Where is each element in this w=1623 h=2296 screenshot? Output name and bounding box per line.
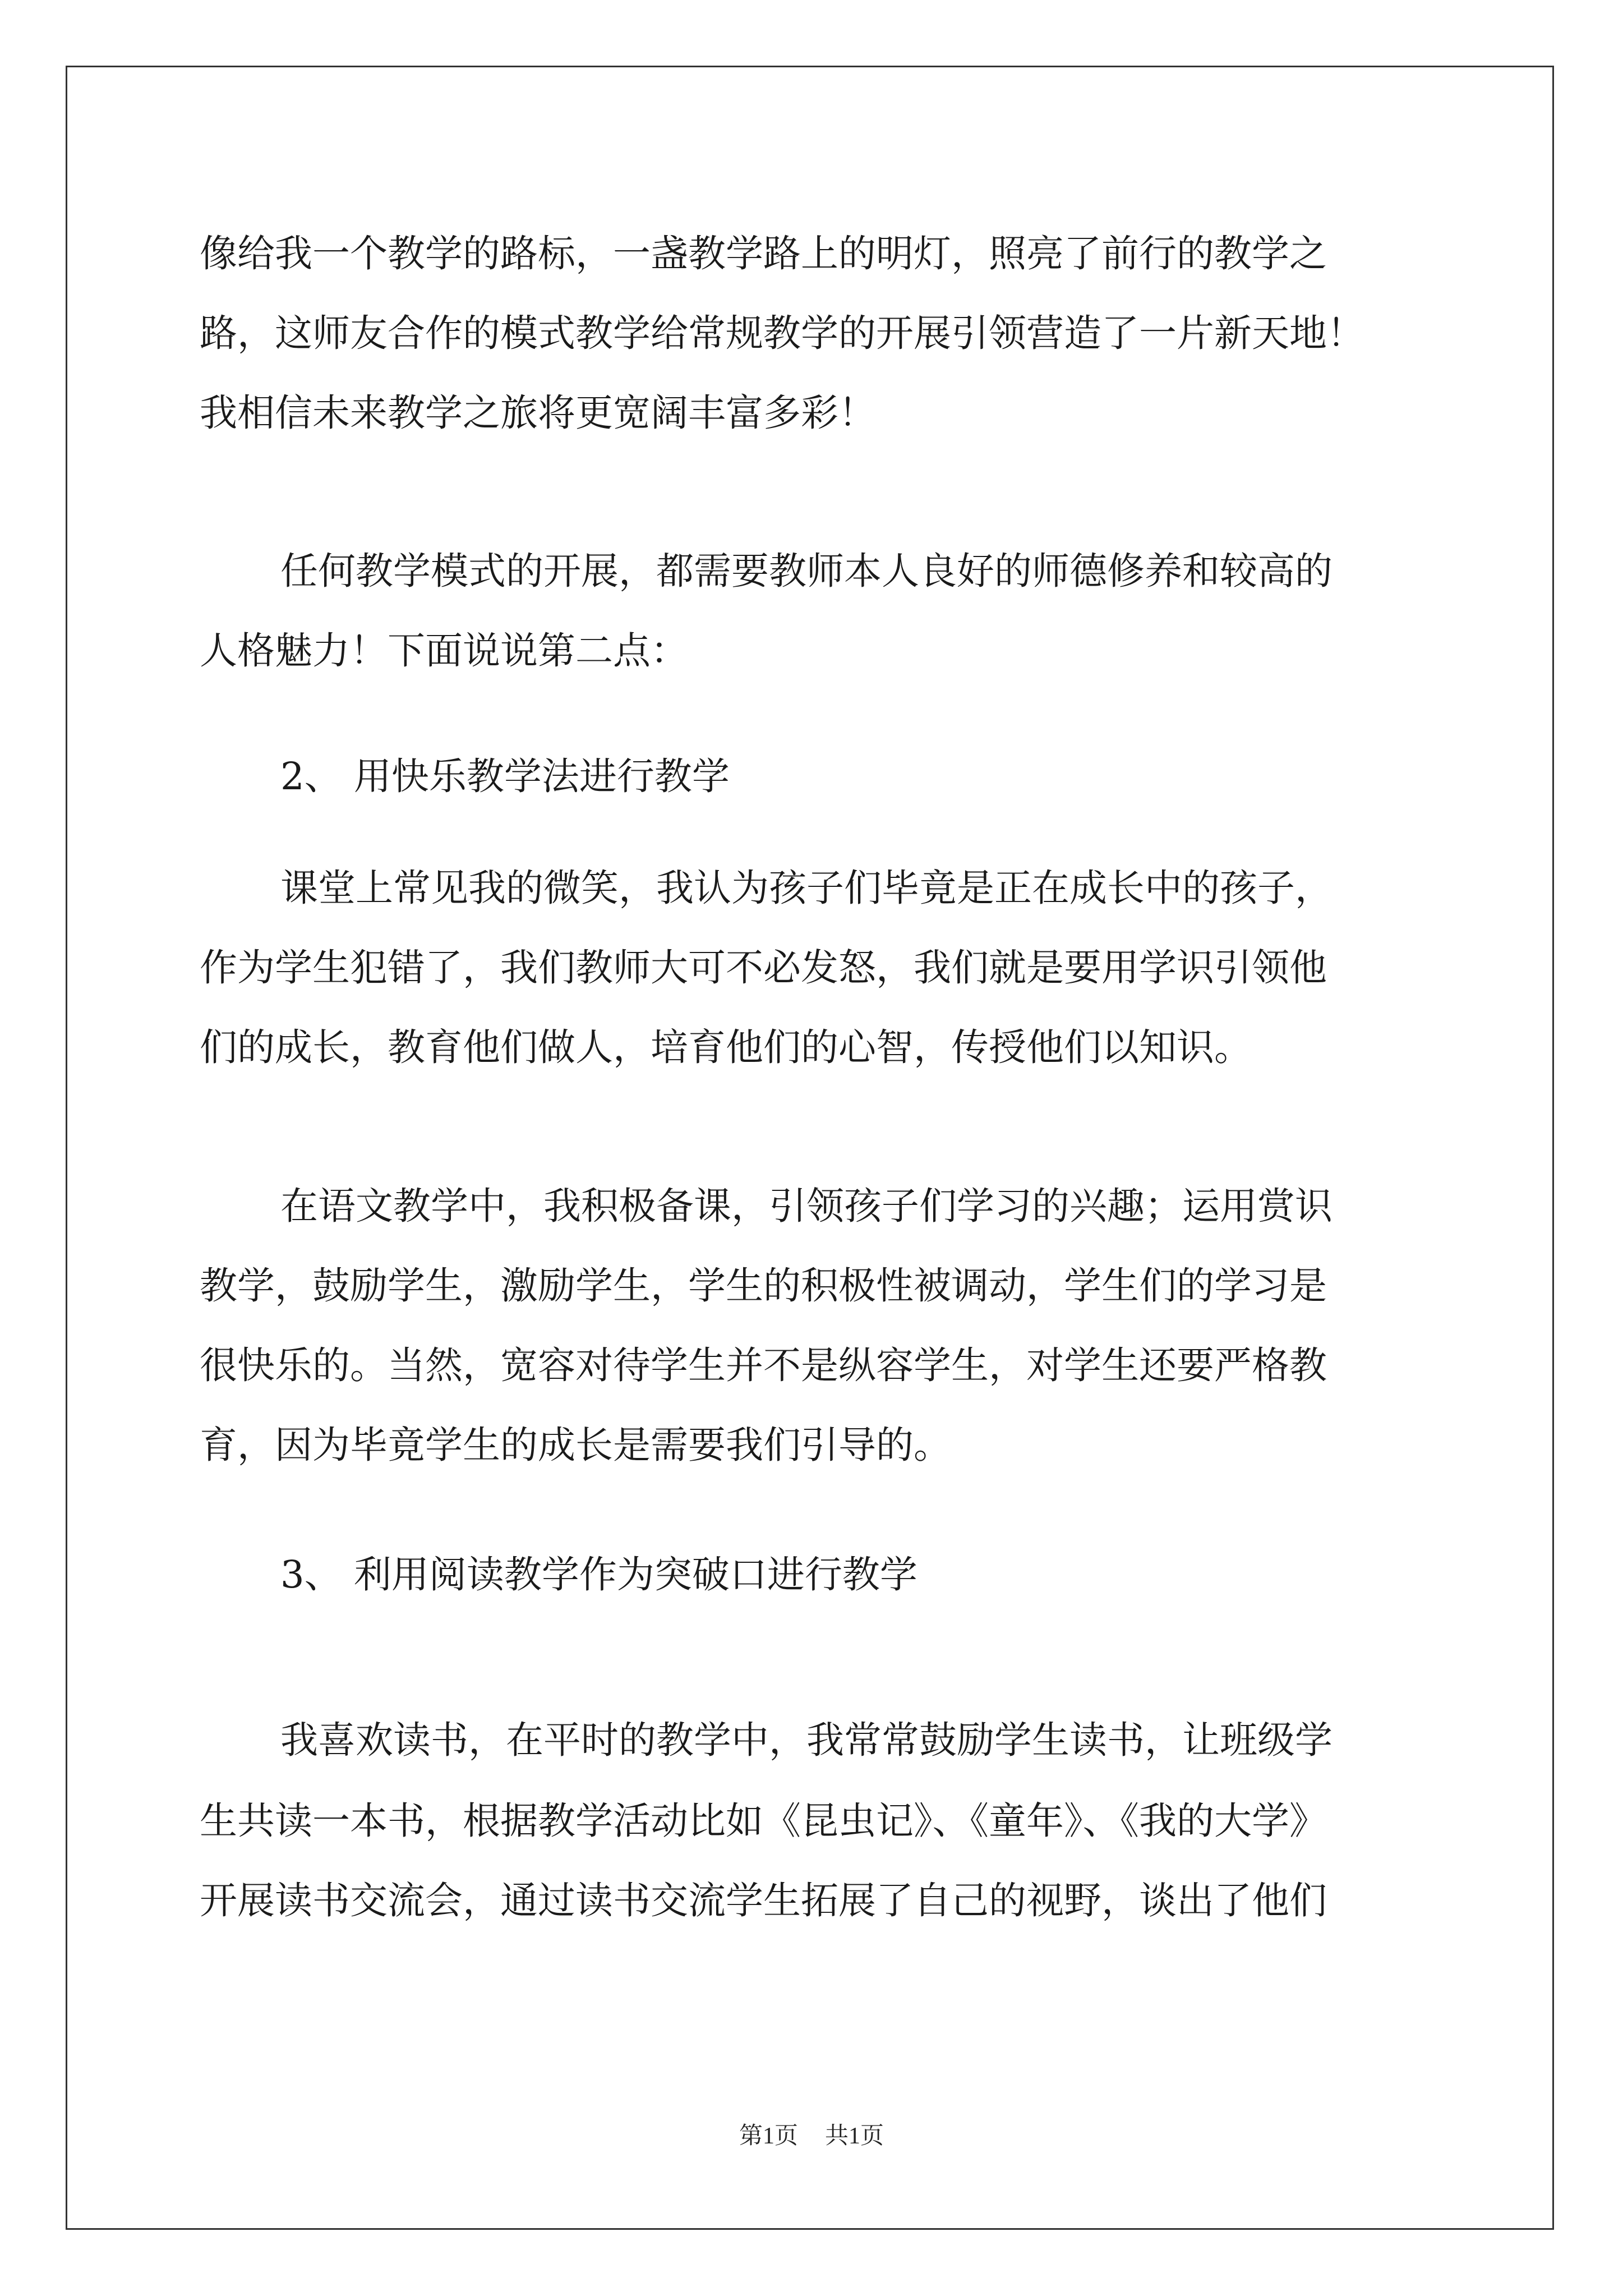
- text-line: 们的成长，教育他们做人，培育他们的心智，传授他们以知识。: [200, 1025, 1252, 1069]
- text-line: 人格魅力！下面说说第二点：: [200, 629, 688, 673]
- paragraph-start-line: 课堂上常见我的微笑，我认为孩子们毕竟是正在成长中的孩子，: [280, 866, 1332, 910]
- text-line: 路，这师友合作的模式教学给常规教学的开展引领营造了一片新天地！: [200, 311, 1364, 355]
- text-line: 像给我一个教学的路标，一盏教学路上的明灯，照亮了前行的教学之: [200, 232, 1327, 275]
- section-heading-3: 3、 利用阅读教学作为突破口进行教学: [280, 1553, 917, 1596]
- section-heading-2: 2、 用快乐教学法进行教学: [280, 754, 730, 798]
- paragraph-start-line: 在语文教学中，我积极备课，引领孩子们学习的兴趣；运用赏识: [280, 1184, 1332, 1228]
- text-line: 育，因为毕竟学生的成长是需要我们引导的。: [200, 1423, 951, 1467]
- page-total: 共1页: [825, 2123, 884, 2149]
- text-line: 很快乐的。当然，宽容对待学生并不是纵容学生，对学生还要严格教: [200, 1343, 1327, 1387]
- text-line: 开展读书交流会，通过读书交流学生拓展了自己的视野，谈出了他们: [200, 1879, 1327, 1922]
- paragraph-start-line: 任何教学模式的开展，都需要教师本人良好的师德修养和较高的: [280, 549, 1332, 593]
- text-line: 生共读一本书，根据教学活动比如《昆虫记》、《童年》、《我的大学》: [200, 1799, 1327, 1843]
- text-line: 教学，鼓励学生，激励学生，学生的积极性被调动，学生们的学习是: [200, 1264, 1327, 1308]
- page-footer: [0, 2122, 1623, 2150]
- text-line: 我相信未来教学之旅将更宽阔丰富多彩！: [200, 391, 876, 435]
- text-line: 作为学生犯错了，我们教师大可不必发怒，我们就是要用学识引领他: [200, 946, 1327, 990]
- paragraph-start-line: 我喜欢读书，在平时的教学中，我常常鼓励学生读书，让班级学: [280, 1718, 1332, 1762]
- page-number: 第1页: [739, 2123, 798, 2149]
